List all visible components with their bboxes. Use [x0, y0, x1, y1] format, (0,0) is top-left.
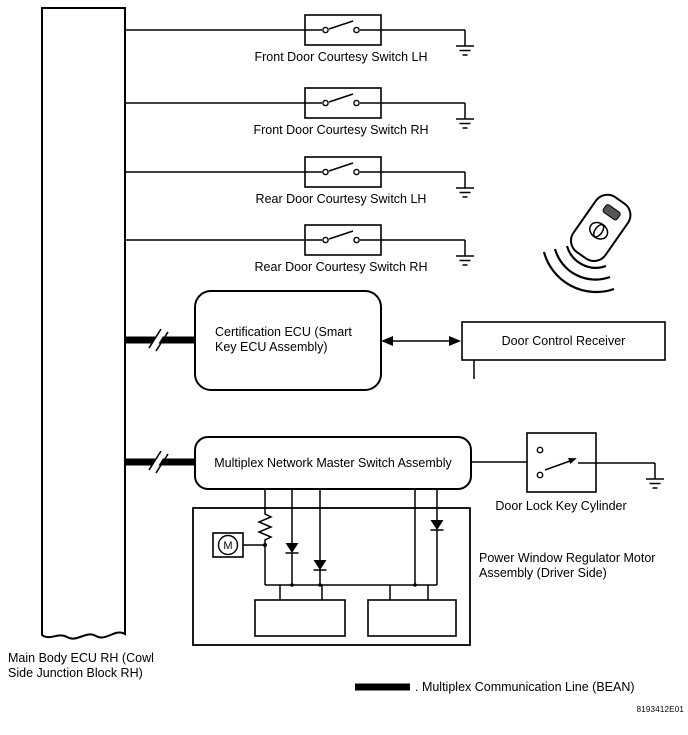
power-window-motor-label: Power Window Regulator Motor Assembly (Driver Side) — [479, 551, 656, 581]
main-body-ecu-label: Main Body ECU RH (Cowl Side Junction Block RH) — [8, 651, 154, 681]
bean-bus-multiplex — [125, 451, 195, 473]
diode-icon — [314, 560, 327, 570]
door-control-receiver-label: Door Control Receiver — [501, 334, 626, 348]
courtesy-switch-label: Rear Door Courtesy Switch LH — [255, 192, 427, 206]
courtesy-switch-label: Rear Door Courtesy Switch RH — [254, 260, 428, 274]
power-window-assembly-box — [193, 489, 470, 645]
courtesy-switch-label: Front Door Courtesy Switch LH — [254, 50, 428, 64]
door-control-receiver-box — [462, 322, 665, 379]
door-lock-key-cylinder-label: Door Lock Key Cylinder — [495, 499, 627, 513]
legend-label: . Multiplex Communication Line (BEAN) — [415, 680, 635, 694]
diode-icon — [286, 543, 299, 553]
bidirectional-arrow-icon — [381, 336, 461, 346]
courtesy-switch-row — [125, 225, 474, 265]
diode-icon — [431, 520, 444, 530]
certification-ecu-label: Certification ECU (Smart Key ECU Assembly) — [215, 325, 352, 355]
main-body-ecu-box — [42, 8, 125, 639]
connector-box — [255, 600, 345, 636]
motor-symbol: M — [223, 540, 233, 552]
resistor-icon — [259, 512, 271, 543]
smart-key-icon — [566, 189, 636, 266]
door-lock-key-cylinder-box — [527, 433, 664, 492]
courtesy-switch-row — [125, 157, 474, 197]
connector-box — [368, 600, 456, 636]
courtesy-switch-label: Front Door Courtesy Switch RH — [253, 123, 429, 137]
multiplex-master-switch-label: Multiplex Network Master Switch Assembly — [214, 456, 452, 470]
ground-icon — [646, 479, 664, 488]
bean-bus-certification — [125, 329, 195, 351]
courtesy-switch-row — [125, 88, 474, 128]
doc-number: 8193412E01 — [636, 705, 684, 714]
courtesy-switch-row — [125, 15, 474, 55]
motor-icon — [213, 533, 243, 557]
